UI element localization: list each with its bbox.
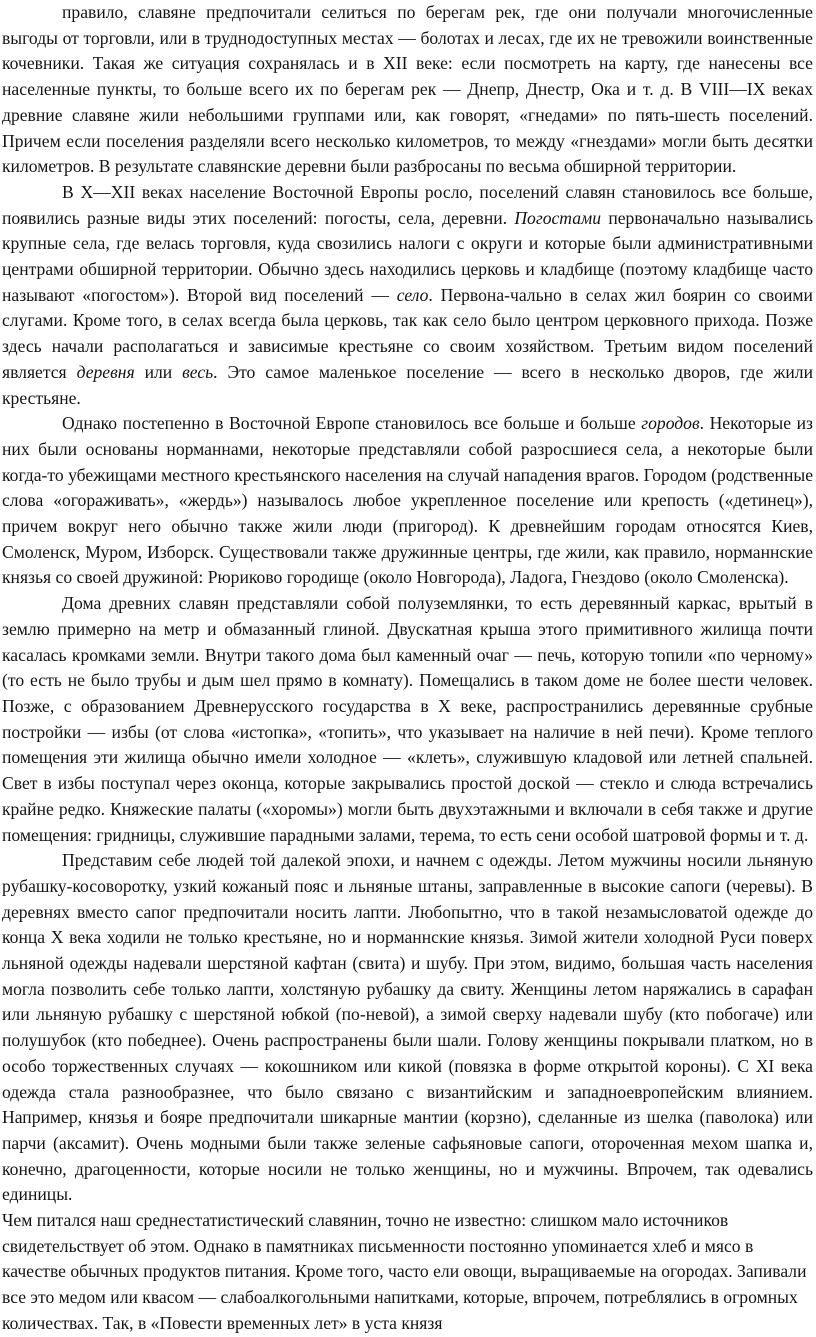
- italic-term: деревня: [76, 361, 135, 382]
- paragraph: [2, 591, 813, 848]
- text-run: первоначально назывались крупные села, где велась торговля, куда свозились налоги с округи и которые были административными центрами обширной территории. Обычно здесь находились церковь и кладбище (поэтому кладбище часто называют «погостом»). Второй вид поселений —: [2, 207, 814, 305]
- italic-term: село: [396, 284, 429, 305]
- italic-term: городов: [641, 413, 700, 434]
- paragraph: [2, 411, 813, 591]
- italic-term: Погостами: [514, 207, 602, 228]
- closing-paragraph: Чем питался наш среднестатистический славянин, точно не известно: слишком мало источников свидетельствует об этом. Однако в памятниках письменности постоянно упоминается хлеб и мясо в качестве обычных продуктов питания. Кроме того, часто ели овощи, выращиваемые на огородах. Запивали все это медом или квасом — слабоалкогольными напитками, которые, впрочем, потреблялись в огромных количествах. Так, в «Повести временных лет» в уста князя: [2, 1210, 807, 1333]
- text-run: . Первона-чально в селах жил боярин со своими слугами. Кроме того, в селах всегда была церковь, так как село было центром церковного прихода. Позже здесь начали располагаться и зависимые крестьяне со своим хозяйством. Третьим видом поселений является: [2, 284, 813, 382]
- text-run: Однако постепенно в Восточной Европе становилось все больше и больше: [62, 413, 642, 434]
- paragraph: [2, 0, 813, 180]
- text-run: Представим себе людей той далекой эпохи, и начнем с одежды. Летом мужчины носили льняную рубашку-косоворотку, узкий кожаный пояс и льняные штаны, заправленные в высокие сапоги (черевы). В деревнях вместо сапог предпочитали носить лапти. Любопытно, что в такой незамысловатой одежде до конца X века ходили не только крестьяне, но и норманнские князья. Зимой жители холодной Руси поверх льняной одежды надевали шерстяной кафтан (свита) и шубу. При этом, видимо, большая часть населения могла позволить себе только лапти, холстяную рубашку да свиту. Женщины летом наряжались в сарафан или льняную рубашку с шерстяной юбкой (по-невой), а зимой сверху надевали шубу (кто побогаче) или полушубок (кто победнее). Очень распространены были шали. Голову женщины покрывали платком, но в особо торжественных случаях — кокошником или кикой (повязка в форме открытой короны). С XI века одежда стала разнообразнее, что было связано с византийским и западноевропейским влиянием. Например, князья и бояре предпочитали шикарные мантии (корзно), сделанные из шелка (паволока) или парчи (аксамит). Очень модными были также зеленые сафьяновые сапоги, отороченная мехом шапка и, конечно, драгоценности, которые носили не только женщины, но и мужчины. Впрочем, так одевались единицы.: [2, 850, 813, 1205]
- paragraph: [2, 180, 813, 411]
- text-run: В X—XII веках население Восточной Европы росло, поселений славян становилось все больше, появились разные виды этих поселений: погосты, села, деревни.: [2, 181, 813, 228]
- text-run: или: [134, 361, 183, 382]
- body-text: [2, 0, 813, 1208]
- italic-term: весь: [182, 361, 214, 382]
- text-run: . Некоторые из них были основаны норманнами, некоторые представляли собой разросшиеся села, а некоторые были когда-то убежищами местного крестьянского населения на случай нападения врагов. Городом (родственные слова «огораживать», «жердь») называлось любое укрепленное поселение или крепость («детинец»), причем вокруг него обычно также жили люди (пригород). К древнейшим городам относятся Киев, Смоленск, Муром, Изборск. Существовали также дружинные центры, где жили, как правило, норманнские князья со своей дружиной: Рюриково городище (около Новгорода), Ладога, Гнездово (около Смоленска).: [2, 413, 813, 588]
- text-run: Дома древних славян представляли собой полуземлянки, то есть деревянный каркас, врытый в землю примерно на метр и обмазанный глиной. Двускатная крыша этого примитивного жилища почти касалась кромками земли. Внутри такого дома был каменный очаг — печь, которую топили «по черному» (то есть не было трубы и дым шел прямо в комнату). Помещались в таком доме не более шести человек. Позже, с образованием Древнерусского государства в X веке, распространились деревянные срубные постройки — избы (от слова «истопка», «топить», что указывает на наличие в ней печи). Кроме теплого помещения эти жилища обычно имели холодное — «клеть», служившую кладовой или летней спальней. Свет в избы поступал через оконца, которые закрывались простой доской — стекло и слюда встречались крайне редко. Княжеские палаты («хоромы») могли быть двухэтажными и включали в себя также и другие помещения: гридницы, служившие парадными залами, терема, то есть сени особой шатровой формы и т. д.: [2, 593, 813, 845]
- text-run: правило, славяне предпочитали селиться по берегам рек, где они получали многочисленные выгоды от торговли, или в труднодоступных местах — болотах и лесах, где их не тревожили воинственные кочевники. Такая же ситуация сохранялась и в XII веке: если посмотреть на карту, где нанесены все населенные пункты, то больше всего их по берегам рек — Днепр, Днестр, Ока и т. д. В VIII—IX веках древние славяне жили небольшими группами или, как говорят, «гнедами» по пять-шесть поселений. Причем если поселения разделяли всего несколько километров, то между «гнездами» могли быть десятки километров. В результате славянские деревни были разбросаны по весьма обширной территории.: [2, 2, 813, 177]
- text-run: . Это самое маленькое поселение — всего в несколько дворов, где жили крестьяне.: [2, 361, 813, 408]
- paragraph: [2, 848, 813, 1208]
